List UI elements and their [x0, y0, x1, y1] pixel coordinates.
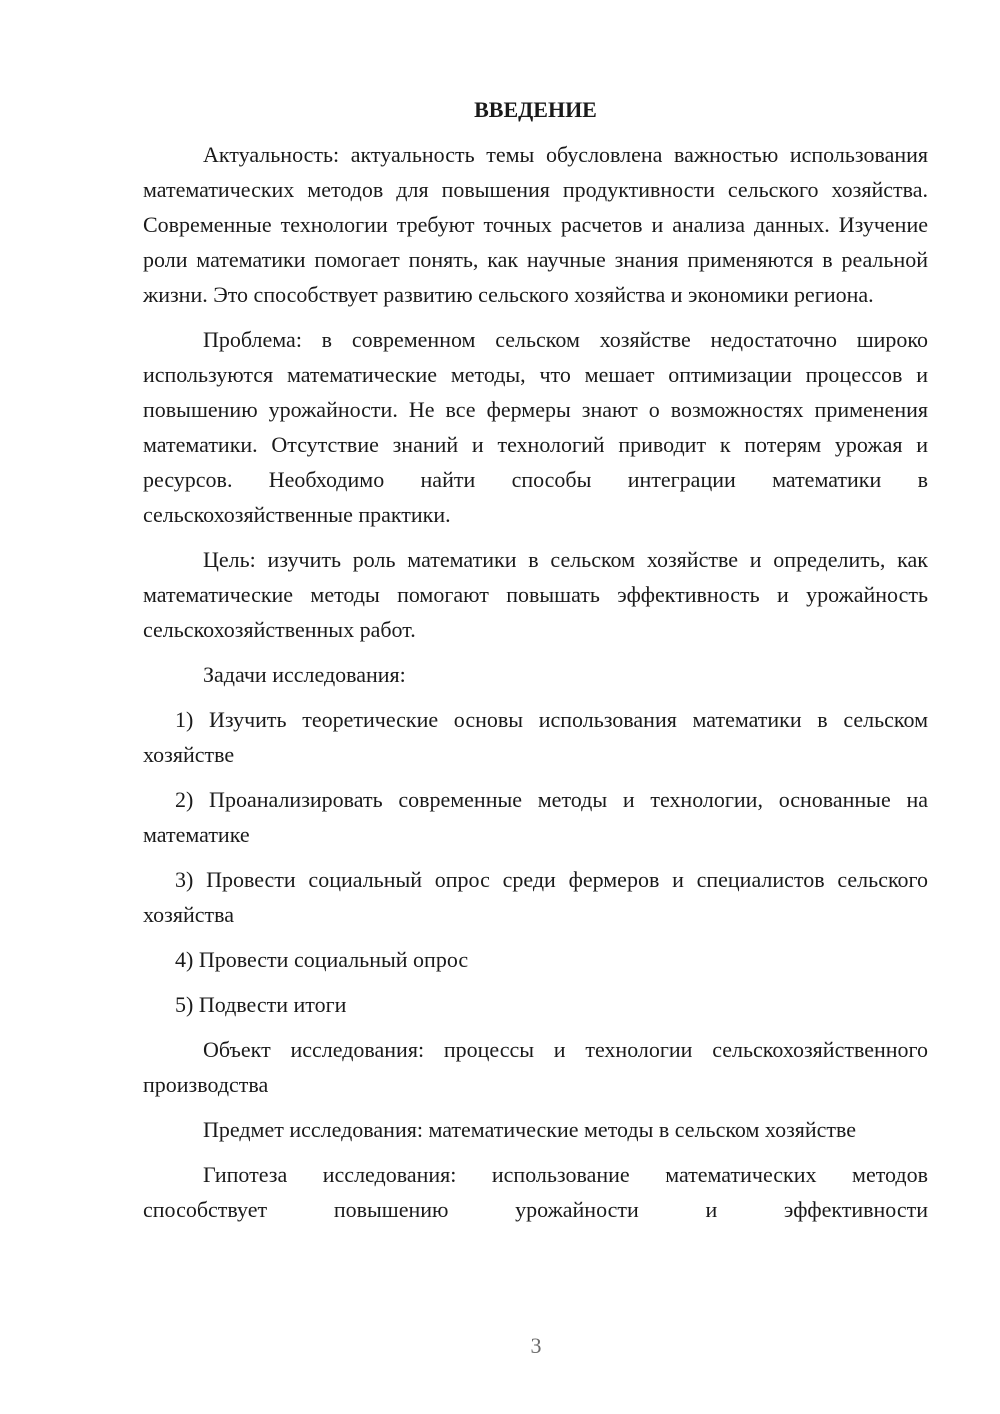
hypothesis-paragraph: Гипотеза исследования: использование математических методов способствует повышению урожайности и эффективности [143, 1162, 928, 1222]
task-item: 4) Провести социальный опрос [175, 947, 469, 972]
goal-paragraph: Цель: изучить роль математики в сельском хозяйстве и определить, как математические методы помогают повышать эффективность и урожайность сельскохозяйственных работ. [143, 547, 928, 642]
task-item: 5) Подвести итоги [175, 992, 347, 1017]
task-item: 3) Провести социальный опрос среди фермеров и специалистов сельского хозяйства [143, 867, 928, 927]
task-item: 2) Проанализировать современные методы и технологии, основанные на математике [143, 787, 928, 847]
page-content [143, 92, 928, 1237]
problem-paragraph: Проблема: в современном сельском хозяйстве недостаточно широко используются математические методы, что мешает оптимизации процессов и повышению урожайности. Не все фермеры знают о возможностях применения математики. Отсутствие знаний и технологий приводит к потерям урожая и ресурсов. Необходимо найти способы интеграции математики в сельскохозяйственные практики. [143, 327, 928, 527]
subject-paragraph: Предмет исследования: математические методы в сельском хозяйстве [203, 1117, 857, 1142]
object-paragraph: Объект исследования: процессы и технологии сельскохозяйственного производства [143, 1037, 928, 1097]
relevance-paragraph: Актуальность: актуальность темы обусловлена важностью использования математических методов для повышения продуктивности сельского хозяйства. Современные технологии требуют точных расчетов и анализа данных. Изучение роли математики помогает понять, как научные знания применяются в реальной жизни. Это способствует развитию сельского хозяйства и экономики региона. [143, 142, 928, 307]
task-item: 1) Изучить теоретические основы использования математики в сельском хозяйстве [143, 707, 928, 767]
page-title: ВВЕДЕНИЕ [474, 97, 597, 122]
tasks-heading: Задачи исследования: [203, 662, 406, 687]
page-number: 3 [530, 1333, 542, 1358]
